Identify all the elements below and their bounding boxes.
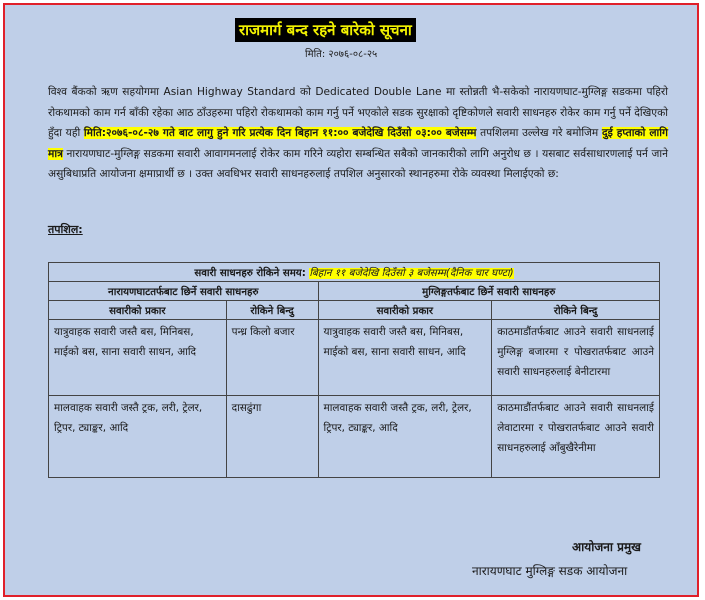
body-highlight-duration: दुई हप्ताको लागि मात्र bbox=[48, 127, 668, 160]
row1-left-type: यात्रुवाहक सवारी जस्तै बस, मिनिबस, माईको बस, साना सवारी साधन, आदि bbox=[49, 320, 227, 396]
row2-left-type: मालवाहक सवारी जस्तै ट्रक, लरी, ट्रेलर, ट्रिपर, ट्याङ्कर, आदि bbox=[49, 396, 227, 478]
signature-org: नारायणघाट मुग्लिङ्ग सडक आयोजना bbox=[472, 564, 628, 578]
notice-body bbox=[48, 82, 668, 185]
row2-left-stop: दासढुंगा bbox=[226, 396, 318, 478]
row2-right-stop: काठमाडौंतर्फबाट आउने सवारी साधनलाई लेवाटारमा र पोखरातर्फबाट आउने सवारी साधनहरुलाई आँबुखैरेनीमा bbox=[492, 396, 660, 478]
body-text-part3: नारायणघाट-मुग्लिङ्ग सडकमा सवारी आवागमनलाई रोकेर काम गरिने व्यहोरा सम्बन्धित सबैको जानकारीको लागि अनुरोध छ । यसबाट सर्वसाधारणलाई पर्न जाने असुबिधाप्रति आयोजना क्षमाप्रार्थी छ । उक्त अवधिभर सवारी साधनहरुलाई तपशिल अनुसारको स्थानहरुमा रोके व्यवस्था मिलाईएको छ: bbox=[48, 147, 668, 180]
right-col-type: सवारीको प्रकार bbox=[318, 301, 492, 320]
body-text-part1: विश्व बैंकको ऋण सहयोगमा Asian Highway Standard को Dedicated Double Lane मा स्तोन्नती भै-सकेको नारायणघाट-मुग्लिङ्ग सडकमा पहिरो रोकथामको काम गर्न बाँकी रहेका आठ ठाँउहरुमा पहिरो रोकथामको काम गर्नु पर्ने भएकोले सडक सुरक्षाको दृष्टिकोणले सवारी साधनहरु रोकेर काम गर्नु पर्ने देखिएको हुँदा यही bbox=[48, 86, 668, 139]
row1-right-type: यात्रुवाहक सवारी जस्तै बस, मिनिबस, माईको बस, साना सवारी साधन, आदि bbox=[318, 320, 492, 396]
table-group-row bbox=[49, 282, 660, 301]
row2-right-type: मालवाहक सवारी जस्तै ट्रक, लरी, ट्रेलर, ट्रिपर, ट्याङ्कर, आदि bbox=[318, 396, 492, 478]
body-text-part2: तपशिलमा उल्लेख गरे बमोजिम bbox=[476, 127, 602, 139]
row1-left-stop: पन्ध्र किलो बजार bbox=[226, 320, 318, 396]
left-group-header: नारायणघाटतर्फबाट छिर्ने सवारी साधनहरु bbox=[49, 282, 319, 301]
signature-title: आयोजना प्रमुख bbox=[572, 540, 642, 554]
table-row bbox=[49, 396, 660, 478]
row1-right-stop: काठमाडौंतर्फबाट आउने सवारी साधनलाई मुग्लिङ्ग बजारमा र पोखरातर्फबाट आउने सवारी साधनहरुलाई बेनीटारमा bbox=[492, 320, 660, 396]
schedule-table bbox=[48, 262, 660, 478]
right-col-stop: रोकिने बिन्दु bbox=[492, 301, 660, 320]
time-header-value: बिहान ११ बजेदेखि दिउँसो ३ बजेसम्म(दैनिक चार घण्टा) bbox=[309, 268, 514, 279]
right-group-header: मुग्लिङ्गतर्फबाट छिर्ने सवारी साधनहरु bbox=[318, 282, 659, 301]
notice-date: मिति: २०७६-०८-२५ bbox=[305, 49, 378, 60]
left-col-stop: रोकिने बिन्दु bbox=[226, 301, 318, 320]
tapasil-label: तपशिल: bbox=[48, 223, 83, 236]
table-column-row bbox=[49, 301, 660, 320]
body-highlight-date-time: मिति:२०७६-०८-२७ गते बाट लागु हुने गरि प्रत्येक दिन बिहान ११:०० बजेदेखि दिउँसो ०३:०० बजेसम्म bbox=[83, 127, 477, 139]
time-header-prefix: सवारी साधनहरु रोकिने समय: bbox=[194, 268, 306, 279]
left-col-type: सवारीको प्रकार bbox=[49, 301, 227, 320]
table-row bbox=[49, 320, 660, 396]
table-header-row bbox=[49, 263, 660, 282]
notice-title: राजमार्ग बन्द रहने बारेको सूचना bbox=[235, 18, 416, 42]
table-time-header bbox=[49, 263, 660, 282]
